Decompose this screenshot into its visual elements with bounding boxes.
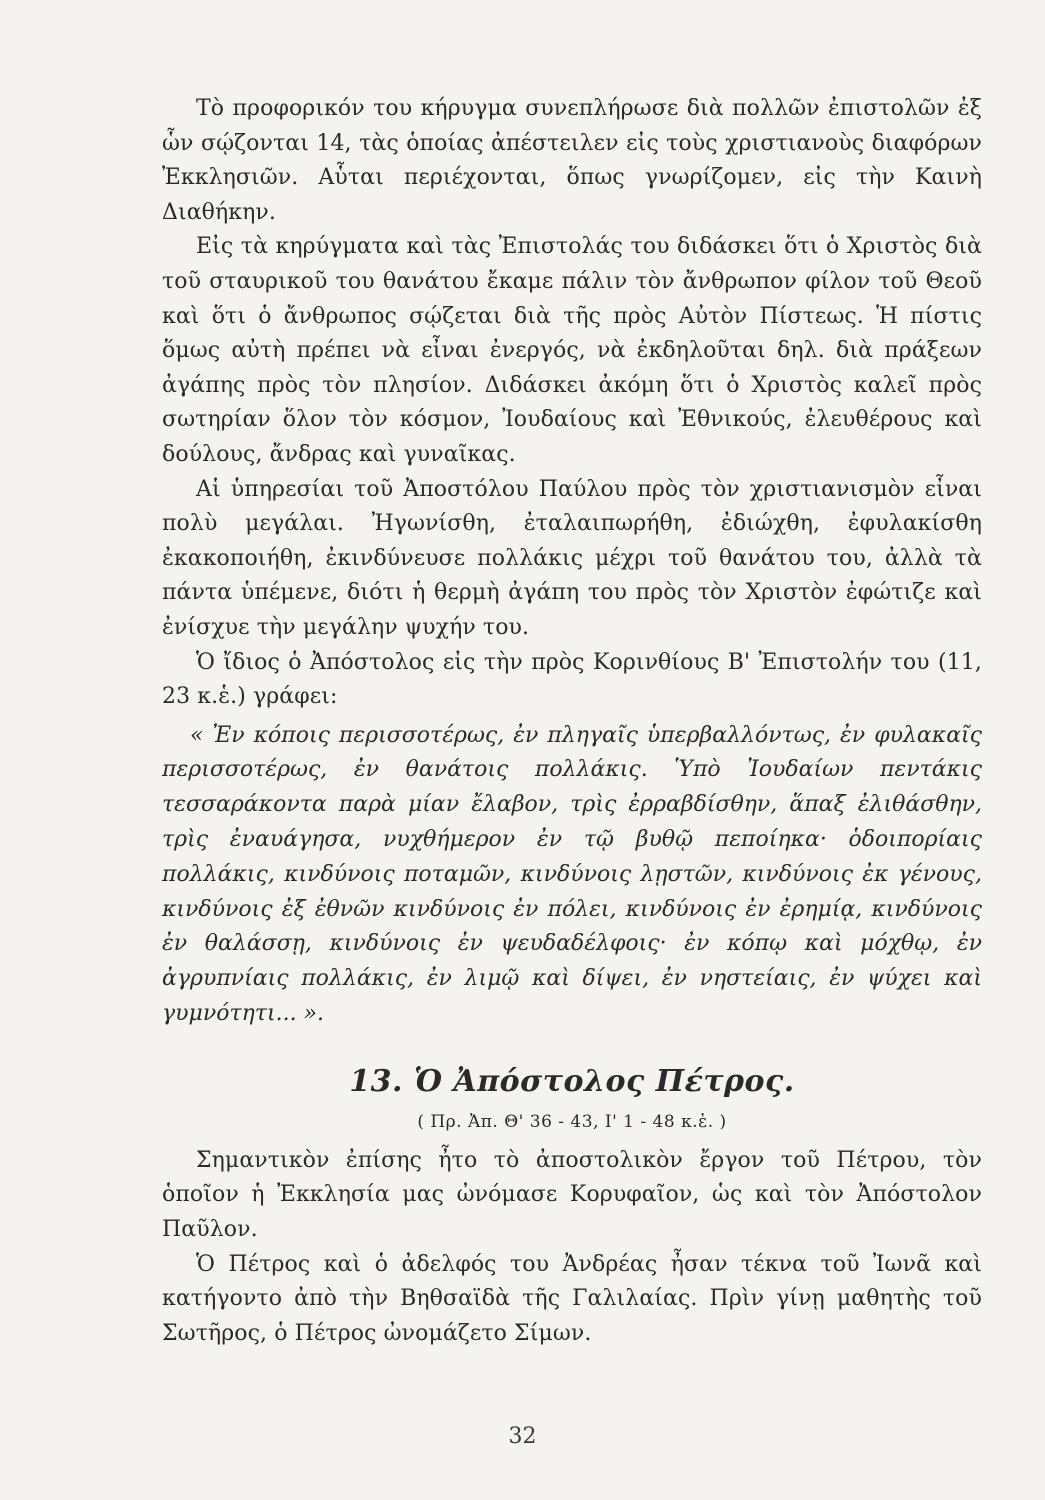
paragraph-corinthians-intro: Ὁ ἴδιος ὁ Ἀπόστολος εἰς τὴν πρὸς Κορινθίους Β' Ἐπιστολήν του (11, 23 κ.ἑ.) γράφει:	[162, 649, 982, 710]
paragraph-teachings: Εἰς τὰ κηρύγματα καὶ τὰς Ἐπιστολάς του διδάσκει ὅτι ὁ Χριστὸς διὰ τοῦ σταυρικοῦ του θανάτου ἔκαμε πάλιν τὸν ἄνθρωπον φίλον τοῦ Θεοῦ καὶ ὅτι ὁ ἄνθρωπος σῴζεται διὰ τῆς πρὸς Αὐτὸν Πίστεως. Ἡ πίστις ὅμως αὐτὴ πρέπει νὰ εἶναι ἐνεργός, νὰ ἐκδηλοῦται δηλ. διὰ πράξεων ἀγάπης πρὸς τὸν πλησίον. Διδάσκει ἀκόμη ὅτι ὁ Χριστὸς καλεῖ πρὸς σωτηρίαν ὅλον τὸν κόσμον, Ἰουδαίους καὶ Ἐθνικούς, ἐλευθέρους καὶ δούλους, ἄνδρας καὶ γυναῖκας.	[162, 234, 982, 467]
text-column	[162, 92, 982, 1351]
page-number: 32	[508, 1424, 537, 1449]
paragraph-peter-origin: Ὁ Πέτρος καὶ ὁ ἀδελφός του Ἀνδρέας ἦσαν τέκνα τοῦ Ἰωνᾶ καὶ κατήγοντο ἀπὸ τὴν Βηθσαϊδὰ τῆς Γαλιλαίας. Πρὶν γίνῃ μαθητὴς τοῦ Σωτῆρος, ὁ Πέτρος ὠνομάζετο Σίμων.	[162, 1251, 982, 1346]
paragraph-epistles: Τὸ προφορικόν του κήρυγμα συνεπλήρωσε διὰ πολλῶν ἐπιστολῶν ἐξ ὧν σῴζονται 14, τὰς ὁποίας ἀπέστειλεν εἰς τοὺς χριστιανοὺς διαφόρων Ἐκκλησιῶν. Αὗται περιέχονται, ὅπως γνωρίζομεν, εἰς τὴν Καινὴ Διαθήκην.	[162, 96, 982, 225]
section-heading: 13. Ὁ Ἀπόστολος Πέτρος.	[349, 1063, 795, 1099]
paragraph-peter-work: Σημαντικὸν ἐπίσης ἦτο τὸ ἀποστολικὸν ἔργον τοῦ Πέτρου, τὸν ὁποῖον ἡ Ἐκκλησία μας ὠνόμασε Κορυφαῖον, ὡς καὶ τὸν Ἀπόστολον Παῦλον.	[162, 1147, 982, 1243]
corinthians-quote: « Ἐν κόποις περισσοτέρως, ἐν πληγαῖς ὑπερβαλλόντως, ἐν φυλακαῖς περισσοτέρως, ἐν θανάτοις πολλάκις. Ὑπὸ Ἰουδαίων πεντάκις τεσσαράκοντα παρὰ μίαν ἔλαβον, τρὶς ἐρραβδίσθην, ἅπαξ ἐλιθάσθην, τρὶς ἐναυάγησα, νυχθήμερον ἐν τῷ βυθῷ πεποίηκα· ὁδοιπορίαις πολλάκις, κινδύνοις ποταμῶν, κινδύνοις λῃστῶν, κινδύνοις ἐκ γένους, κινδύνοις ἐξ ἐθνῶν κινδύνοις ἐν πόλει, κινδύνοις ἐν ἐρημίᾳ, κινδύνοις ἐν θαλάσσῃ, κινδύνοις ἐν ψευδαδέλφοις· ἐν κόπῳ καὶ μόχθῳ, ἐν ἀγρυπνίαις πολλάκις, ἐν λιμῷ καὶ δίψει, ἐν νηστείαις, ἐν ψύχει καὶ γυμνότητι... ».	[162, 722, 982, 1027]
paragraph-services: Αἱ ὑπηρεσίαι τοῦ Ἀποστόλου Παύλου πρὸς τὸν χριστιανισμὸν εἶναι πολὺ μεγάλαι. Ἠγωνίσθη, ἐταλαιπωρήθη, ἐδιώχθη, ἐφυλακίσθη ἐκακοποιήθη, ἐκινδύνευσε πολλάκις μέχρι τοῦ θανάτου του, ἀλλὰ τὰ πάντα ὑπέμενε, διότι ἡ θερμὴ ἀγάπη του πρὸς τὸν Χριστὸν ἐφώτιζε καὶ ἐνίσχυε τὴν μεγάλην ψυχήν του.	[162, 476, 982, 640]
section-reference: ( Πρ. Ἀπ. Θ' 36 - 43, Ι' 1 - 48 κ.ἑ. )	[417, 1111, 727, 1132]
